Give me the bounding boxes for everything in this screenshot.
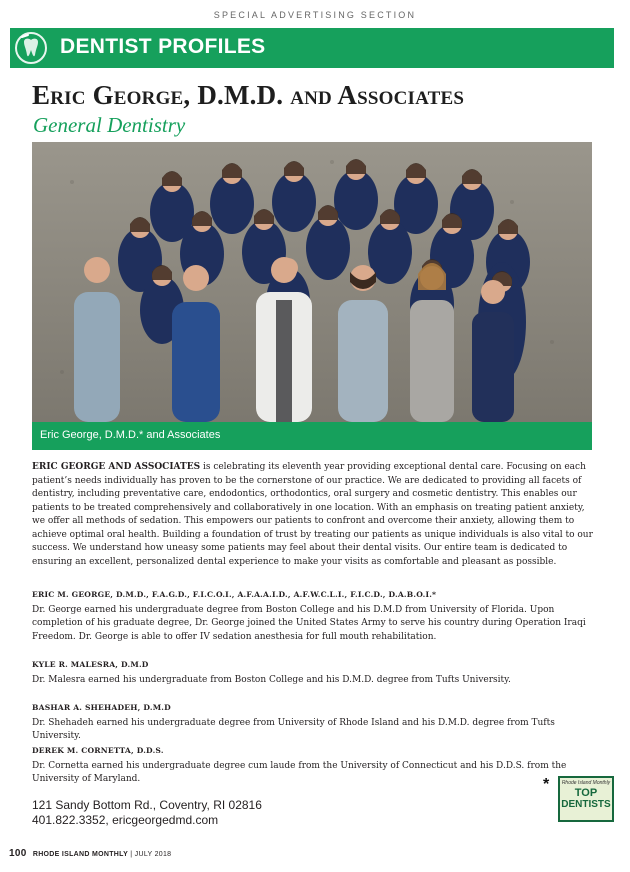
- page-footer: [9, 848, 171, 859]
- page-subtitle: General Dentistry: [33, 113, 186, 137]
- section-label: SPECIAL ADVERTISING SECTION: [213, 10, 417, 20]
- team-photo-illustration: [32, 142, 592, 422]
- dentist-profile: [32, 744, 600, 787]
- banner-title: DENTIST PROFILES: [60, 35, 266, 58]
- team-photo: [32, 142, 592, 422]
- badge-publisher: Rhode Island Monthly: [561, 780, 611, 786]
- dentist-bio: Dr. Cornetta earned his undergraduate degree cum laude from the University of Connecticut and his D.D.S. from the University of Maryland.: [32, 760, 567, 784]
- street-address: 121 Sandy Bottom Rd., Coventry, RI 02816: [32, 798, 262, 812]
- tooth-logo-icon: [14, 31, 50, 65]
- dentist-name: DEREK M. CORNETTA, D.D.S.: [32, 746, 164, 755]
- dentist-bio: Dr. Malesra earned his undergraduate from Boston College and his D.M.D. degree from Tufts University.: [32, 674, 511, 685]
- issue-date: JULY 2018: [134, 851, 172, 858]
- top-dentists-badge: [558, 776, 614, 822]
- phone-website[interactable]: 401.822.3352, ericgeorgedmd.com: [32, 813, 219, 827]
- page-number: 100: [9, 848, 27, 859]
- dentist-name: ERIC M. GEORGE, D.M.D., F.A.G.D., F.I.C.O.I., A.F.A.A.I.D., A.F.W.C.L.I., F.I.C.D., D.A.B.O.I.*: [32, 590, 437, 599]
- section-banner: [10, 28, 614, 68]
- badge-asterisk: *: [543, 776, 550, 793]
- dentist-profile: [32, 588, 600, 644]
- photo-caption-bar: [32, 422, 592, 450]
- page-title: Eric George, D.M.D. and Associates: [32, 80, 465, 110]
- intro-paragraph: [32, 461, 600, 569]
- dentist-name: KYLE R. MALESRA, D.M.D: [32, 660, 149, 669]
- dentist-bio: Dr. Shehadeh earned his undergraduate degree from University of Rhode Island and his D.M.D. degree from Tufts University.: [32, 717, 555, 741]
- dentist-name: BASHAR A. SHEHADEH, D.M.D: [32, 703, 171, 712]
- contact-info: [32, 798, 262, 828]
- badge-line-top: TOP: [574, 787, 598, 799]
- dentist-profile: [32, 658, 600, 687]
- intro-lead: ERIC GEORGE AND ASSOCIATES: [32, 462, 201, 472]
- intro-text: is celebrating its eleventh year providing exceptional dental care. Focusing on each patient’s needs individually has proven to be the cornerstone of our practice. We are dedicated to providing all facets of dentistry, including preventative care, endodontics, orthodontics, oral surgery and cosmetic dentistry. This enables our patients to be treated comprehensively and collaboratively in one location. With an emphasis on treating patient anxiety, we offer all methods of sedation. This empowers our patients to confront and overcome their anxiety, allowing them to achieve optimal oral health. Building a foundation of trust by treating our patients as unique individuals is also vital to our success. We understand how uneasy some patients may feel about their dental visits. Our entire team is dedicated to ensuring an excellent, personalized dental experience to make your visits as comfortable and pleasant as possible.: [32, 462, 593, 567]
- badge-line-dentists: DENTISTS: [561, 799, 611, 810]
- dentist-profile: [32, 701, 600, 744]
- dentist-bio: Dr. George earned his undergraduate degree from Boston College and his D.M.D from University of Florida. Upon completion of his graduate degree, Dr. George joined the United States Army to serve his country during Operation Iraqi Freedom. Dr. George is able to offer IV sedation anesthesia for full mouth rehabilitation.: [32, 604, 586, 642]
- footer-separator: |: [130, 851, 133, 858]
- photo-caption: Eric George, D.M.D.* and Associates: [40, 429, 221, 441]
- magazine-name: RHODE ISLAND MONTHLY: [32, 851, 129, 858]
